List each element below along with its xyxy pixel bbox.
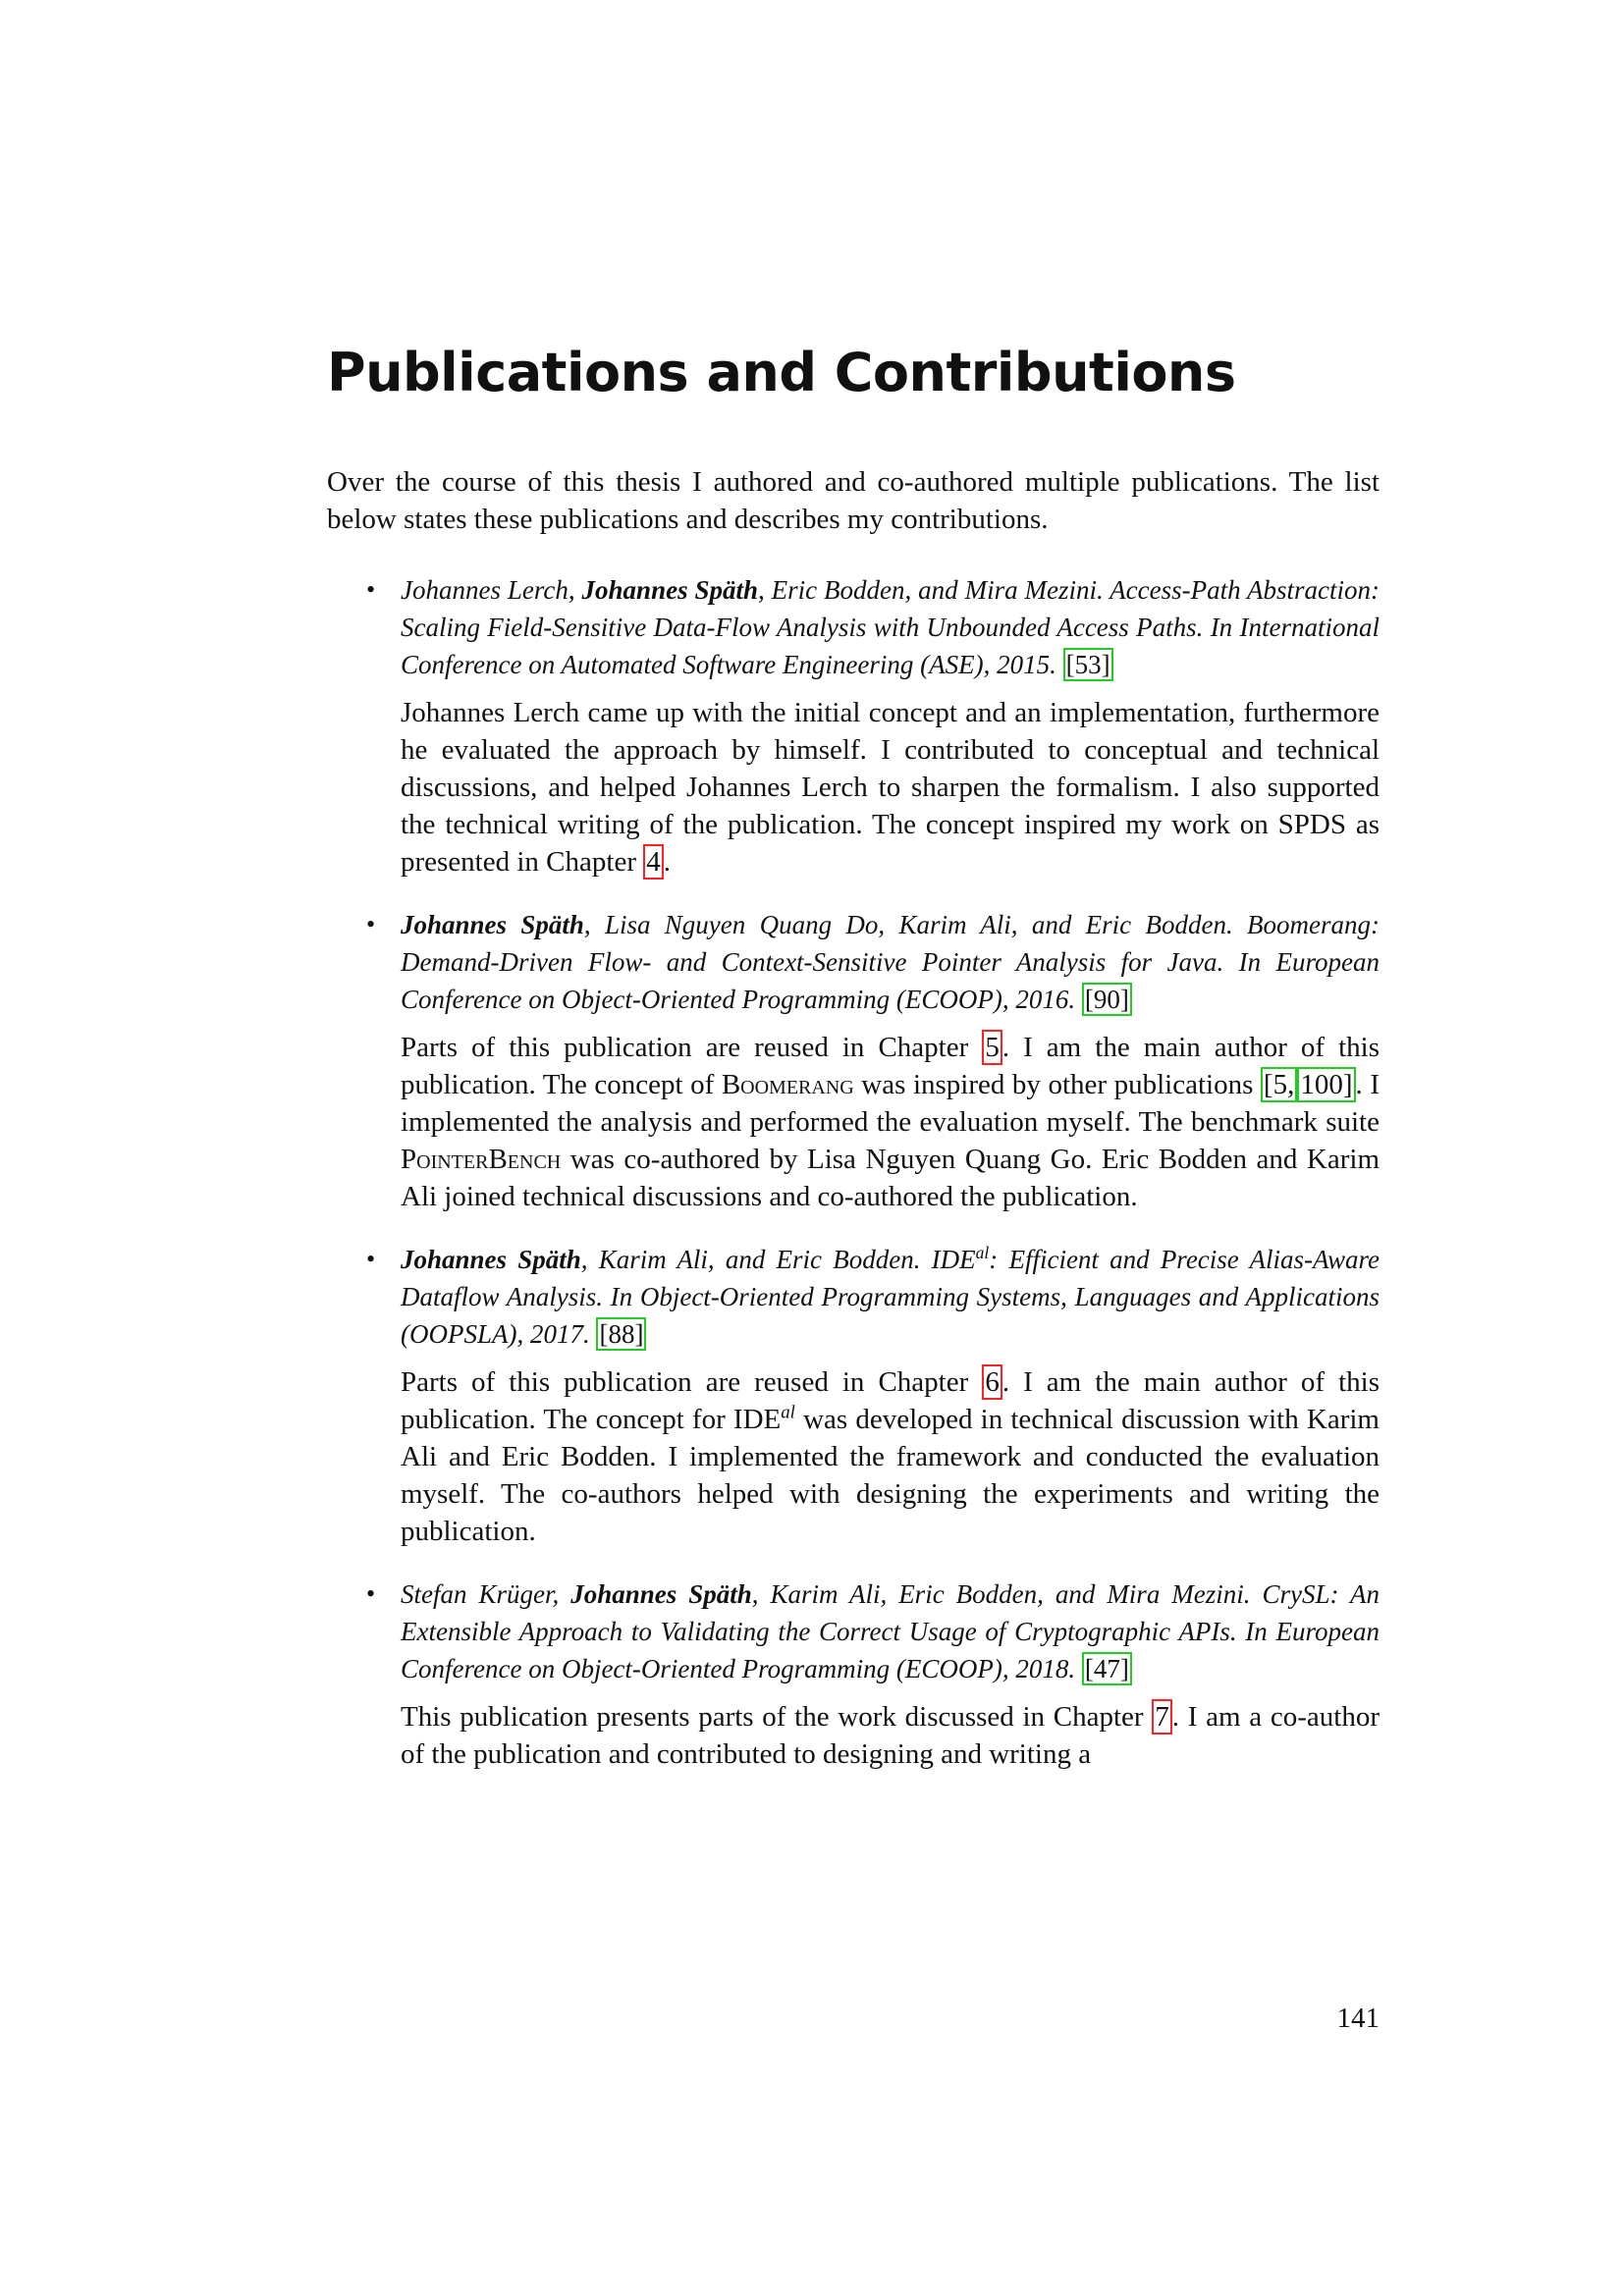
contribution-description: Parts of this publication are reused in Chapter 5 . I am the main author of this publication. The concept of Boomerang was inspired by other publications [5, 100] . I implemented the analysis and performed the evaluation myself. The benchmark suite PointerBench was co-authored by Lisa Nguyen Quang Go. Eric Bodden and Karim Ali joined technical discussions and co-authored the publication. <box>401 1032 1380 1212</box>
self-author: Johannes Späth <box>401 910 584 939</box>
bullet-icon: • <box>366 1245 376 1273</box>
chapter-link[interactable]: 5 <box>982 1030 1002 1065</box>
citation-link[interactable]: [53] <box>1063 648 1113 681</box>
publication-list <box>327 571 1380 1798</box>
contribution-description: Johannes Lerch came up with the initial concept and an implementation, furthermore he evaluated the approach by himself. I contributed to conceptual and technical discussions, and helped Johannes Lerch to sharpen the formalism. I also supported the technical writing of the publication. The concept inspired my work on SPDS as presented in Chapter 4 . <box>401 697 1380 878</box>
citation-link[interactable]: 100] <box>1297 1067 1355 1102</box>
self-author: Johannes Späth <box>401 1245 581 1274</box>
page-number: 141 <box>1336 2002 1380 2034</box>
chapter-link[interactable]: 6 <box>982 1364 1002 1400</box>
publication-citation: Johannes Späth, Lisa Nguyen Quang Do, Karim Ali, and Eric Bodden. Boomerang: Demand-Driven Flow- and Context-Sensitive Pointer Analysis for Java. In European Conference on Object-Oriented Programming (ECOOP), 2016. [90] <box>401 910 1380 1014</box>
citation-link[interactable]: [90] <box>1082 983 1132 1016</box>
bullet-icon: • <box>366 1579 376 1608</box>
bullet-icon: • <box>366 575 376 604</box>
citation-link[interactable]: [88] <box>596 1317 646 1351</box>
page-title: Publications and Contributions <box>327 342 1236 403</box>
self-author: Johannes Späth <box>581 575 759 605</box>
publication-item <box>327 906 1380 1215</box>
publication-citation: Stefan Krüger, Johannes Späth, Karim Ali, Eric Bodden, and Mira Mezini. CrySL: An Extensible Approach to Validating the Correct Usage of Cryptographic APIs. In European Conference on Object-Oriented Programming (ECOOP), 2018. [47] <box>401 1579 1380 1683</box>
publication-item <box>327 1241 1380 1550</box>
citation-link[interactable]: [47] <box>1082 1652 1132 1685</box>
contribution-description: This publication presents parts of the work discussed in Chapter 7 . I am a co-author of the publication and contributed to designing and writing a <box>401 1701 1380 1770</box>
publication-item <box>327 571 1380 881</box>
contribution-description: Parts of this publication are reused in Chapter 6 . I am the main author of this publication. The concept for $IDE^{al}$ was developed in technical discussion with Karim Ali and Eric Bodden. I implemented the framework and conducted the evaluation myself. The co-authors helped with designing the experiments and writing the publication. <box>401 1366 1380 1547</box>
chapter-link[interactable]: 7 <box>1152 1699 1172 1735</box>
publication-citation: Johannes Lerch, Johannes Späth, Eric Bodden, and Mira Mezini. Access-Path Abstraction: Scaling Field-Sensitive Data-Flow Analysis with Unbounded Access Paths. In International Conference on Automated Software Engineering (ASE), 2015. [53] <box>401 575 1380 679</box>
bullet-icon: • <box>366 910 376 938</box>
tool-name-pointerbench: PointerBench <box>401 1144 562 1175</box>
chapter-link[interactable]: 4 <box>643 844 664 880</box>
self-author: Johannes Späth <box>570 1579 752 1609</box>
citation-link[interactable]: [5, <box>1261 1067 1297 1102</box>
publication-item <box>327 1575 1380 1773</box>
tool-name-boomerang: Boomerang <box>721 1069 854 1100</box>
publication-citation: Johannes Späth, Karim Ali, and Eric Bodden. $IDE^{al}$: Efficient and Precise Alias-Aware Dataflow Analysis. In Object-Oriented Programming Systems, Languages and Applications (OOPSLA), 2017. [88] <box>401 1243 1380 1349</box>
intro-paragraph: Over the course of this thesis I authored and co-authored multiple publications. The list below states these publications and describes my contributions. <box>327 466 1380 535</box>
